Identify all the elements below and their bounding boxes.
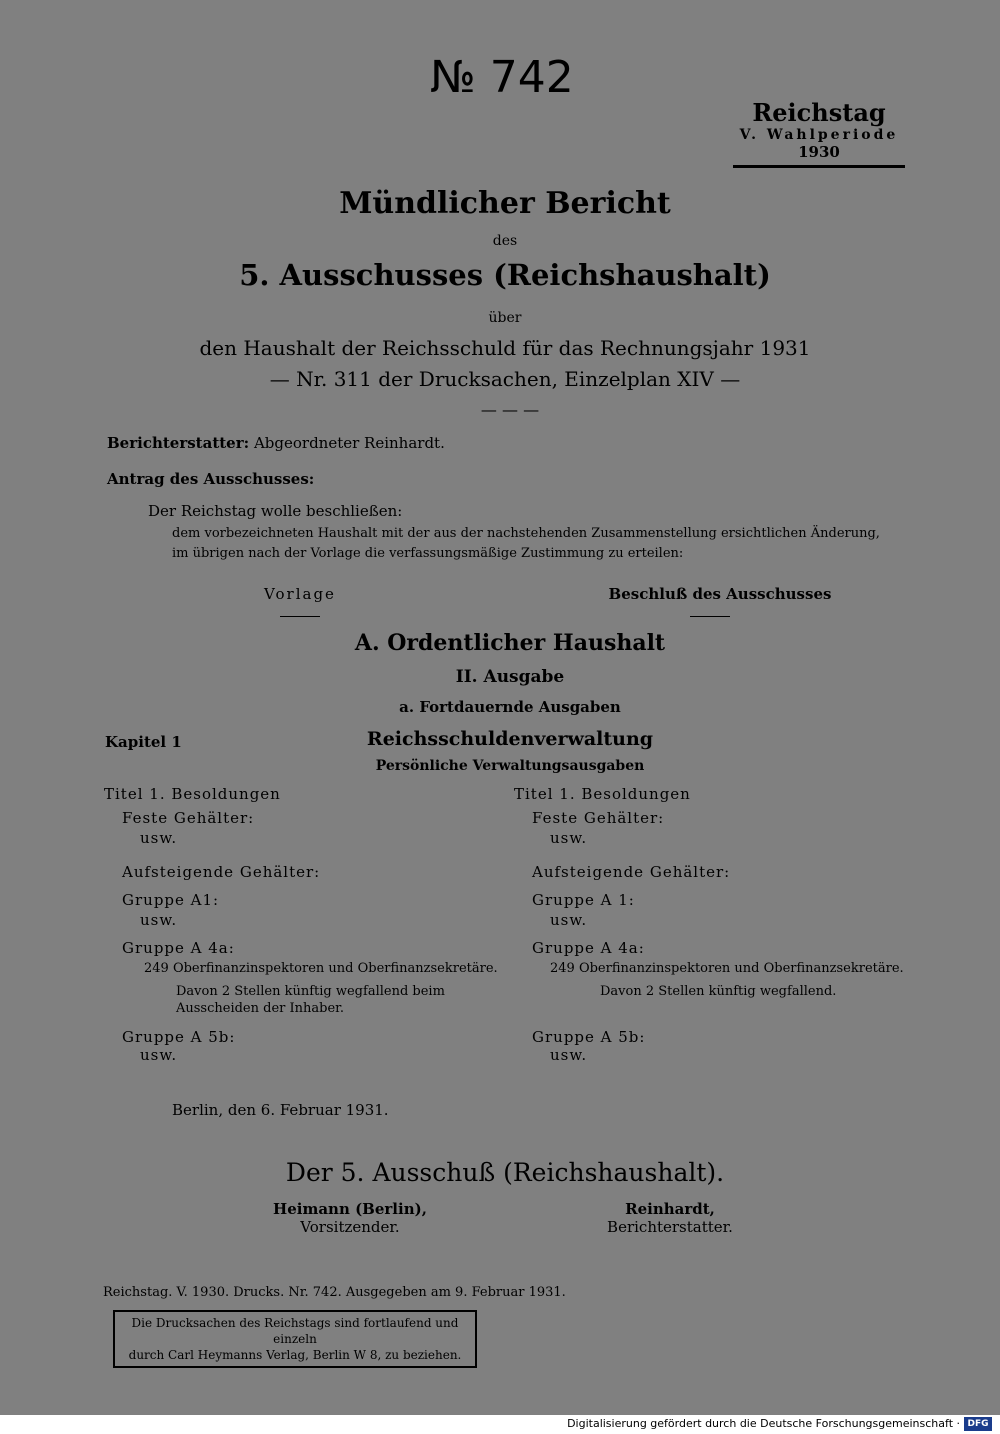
motion-label: Antrag des Ausschusses: <box>107 470 315 488</box>
motion-intro: Der Reichstag wolle beschließen: <box>148 502 403 520</box>
left-usw3: usw. <box>140 1046 178 1064</box>
kapitel-label: Kapitel 1 <box>105 733 182 751</box>
right-gruppe-a5b: Gruppe A 5b: <box>532 1028 646 1046</box>
reichstag-stamp <box>733 98 905 168</box>
left-aufsteigende: Aufsteigende Gehälter: <box>122 863 321 881</box>
sign-right-name: Reinhardt, <box>625 1200 715 1218</box>
sign-left-role: Vorsitzender. <box>300 1218 400 1236</box>
col-right-rule <box>690 616 730 617</box>
section-a-heading: A. Ordentlicher Haushalt <box>354 630 666 656</box>
left-line249: 249 Oberfinanzinspektoren und Oberfinanzsekretäre. <box>144 961 498 976</box>
footer-bar <box>0 1415 1000 1434</box>
col-left-header: Vorlage <box>264 585 336 603</box>
left-feste: Feste Gehälter: <box>122 809 255 827</box>
right-usw2: usw. <box>550 911 588 929</box>
sign-right-role: Berichterstatter. <box>607 1218 733 1236</box>
dfg-logo: DFG <box>964 1417 992 1431</box>
report-title: Mündlicher Bericht <box>339 186 671 221</box>
stamp-line2: V. Wahlperiode <box>739 127 899 143</box>
document-number: № 742 <box>430 52 574 103</box>
left-titel: Titel 1. Besoldungen <box>104 785 281 803</box>
notice-line2: durch Carl Heymanns Verlag, Berlin W 8, zu beziehen. <box>128 1348 462 1362</box>
left-gruppe-a1: Gruppe A1: <box>122 891 220 909</box>
motion-line2: im übrigen nach der Vorlage die verfassungsmäßige Zustimmung zu erteilen: <box>172 546 684 561</box>
right-usw3: usw. <box>550 1046 588 1064</box>
notice-line1: Die Drucksachen des Reichstags sind fortlaufend und einzeln <box>131 1316 459 1346</box>
stamp-line3: 1930 <box>798 143 840 161</box>
right-usw1: usw. <box>550 829 588 847</box>
right-gruppe-a1: Gruppe A 1: <box>532 891 635 909</box>
imprint-line: Reichstag. V. 1930. Drucks. Nr. 742. Ausgegeben am 9. Februar 1931. <box>103 1285 566 1300</box>
left-usw1: usw. <box>140 829 178 847</box>
left-davon2: Ausscheiden der Inhaber. <box>176 1001 345 1016</box>
subject-reference: — Nr. 311 der Drucksachen, Einzelplan XIV — <box>269 367 741 391</box>
section-ii-heading: II. Ausgabe <box>455 667 565 687</box>
right-davon1: Davon 2 Stellen künftig wegfallend. <box>600 984 837 999</box>
col-right-header: Beschluß des Ausschusses <box>608 585 832 603</box>
committee-title: 5. Ausschusses (Reichshaushalt) <box>239 258 771 292</box>
reporter-name: Abgeordneter Reinhardt. <box>253 434 445 452</box>
reporter-label: Berichterstatter: <box>107 434 250 452</box>
signature-right <box>570 1200 770 1236</box>
funding-notice: Digitalisierung gefördert durch die Deutsche Forschungsgemeinschaft · <box>567 1417 960 1430</box>
left-usw2: usw. <box>140 911 178 929</box>
left-gruppe-a4a: Gruppe A 4a: <box>122 939 235 957</box>
right-line249: 249 Oberfinanzinspektoren und Oberfinanzsekretäre. <box>550 961 904 976</box>
motion-line1: dem vorbezeichneten Haushalt mit der aus der nachstehenden Zusammenstellung ersichtlichen Änderung, <box>172 526 880 541</box>
left-davon1: Davon 2 Stellen künftig wegfallend beim <box>176 984 445 999</box>
separator-dashes: — — — <box>480 400 540 419</box>
section-a-subheading: a. Fortdauernde Ausgaben <box>399 698 621 716</box>
committee-signature: Der 5. Ausschuß (Reichshaushalt). <box>285 1158 725 1187</box>
right-titel: Titel 1. Besoldungen <box>514 785 691 803</box>
kapitel-title: Reichsschuldenverwaltung <box>366 728 654 750</box>
right-feste: Feste Gehälter: <box>532 809 665 827</box>
sign-left-name: Heimann (Berlin), <box>273 1200 427 1218</box>
des-word: des <box>492 233 518 249</box>
left-gruppe-a5b: Gruppe A 5b: <box>122 1028 236 1046</box>
signature-left <box>250 1200 450 1236</box>
distribution-notice <box>113 1310 477 1368</box>
ueber-word: über <box>488 310 522 326</box>
right-gruppe-a4a: Gruppe A 4a: <box>532 939 645 957</box>
reporter-line <box>107 434 445 452</box>
place-date: Berlin, den 6. Februar 1931. <box>172 1101 389 1119</box>
kapitel-subtitle: Persönliche Verwaltungsausgaben <box>375 758 645 774</box>
subject-line: den Haushalt der Reichsschuld für das Rechnungsjahr 1931 <box>199 336 811 360</box>
right-aufsteigende: Aufsteigende Gehälter: <box>532 863 731 881</box>
stamp-line1: Reichstag <box>752 98 886 127</box>
col-left-rule <box>280 616 320 617</box>
